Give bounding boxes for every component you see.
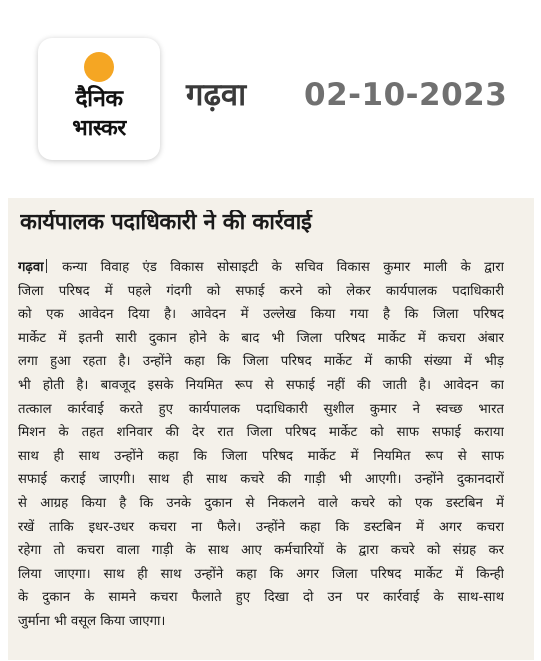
article-line: गढ़वा कन्या विवाह एंड विकास सोसाइटी के सचिव विकास कुमार माली के द्वारा [18, 260, 504, 275]
article-line: से आग्रह किया है कि उनके दुकान से निकलने वाले कचरे को एक डस्टबिन में [18, 495, 504, 511]
article-body [18, 256, 504, 634]
dateline: गढ़वा [18, 260, 44, 275]
logo-text-line2: भास्कर [72, 116, 126, 141]
article-line: रखें ताकि इधर-उधर कचरा ना फैले। उन्होंने कहा कि डस्टबिन में अगर कचरा [18, 519, 504, 535]
article-line: के दुकान के सामने कचरा फैलाते हुए दिखा दो उन पर कार्रवाई के साथ-साथ [18, 590, 504, 606]
article-headline: कार्यपालक पदाधिकारी ने की कार्रवाई [20, 210, 312, 235]
article-line: को एक आवेदन दिया है। आवेदन में उल्लेख किया गया है कि जिला परिषद [18, 307, 504, 323]
article-line: जिला परिषद में पहले गंदगी को सफाई करने को लेकर कार्यपालक पदाधिकारी [18, 283, 504, 299]
article-line: लिया जाएगा। साथ ही साथ उन्होंने कहा कि अगर जिला परिषद मार्केट में किन्ही [18, 566, 504, 582]
edition-city: गढ़वा [186, 77, 247, 113]
logo-text-line1: दैनिक [75, 86, 123, 112]
article-line: जुर्माना भी वसूल किया जाएगा। [18, 613, 166, 629]
news-clipping [8, 198, 534, 660]
article-line: मिशन के तहत शनिवार की देर रात जिला परिषद मार्केट को साफ सफाई कराया [18, 425, 504, 441]
article-line: सफाई कराई जाएगी। साथ ही साथ कचरे की गाड़ी भी आएगी। उन्होंने दुकानदारों [18, 472, 504, 488]
edition-date: 02-10-2023 [304, 77, 508, 113]
article-line: रहेगा तो कचरा वाला गाड़ी के साथ आए कर्मचारियों के द्वारा कचरे को संग्रह कर [18, 543, 504, 559]
article-line: लगा हुआ रहता है। उन्होंने कहा कि जिला परिषद मार्केट में काफी संख्या में भीड़ [18, 354, 504, 370]
dateline-divider [46, 259, 47, 273]
article-line: भी होती है। बावजूद इसके नियमित रूप से सफाई नहीं की जाती है। आवेदन का [18, 377, 504, 393]
article-line: तत्काल कार्रवाई करते हुए कार्यपालक पदाधिकारी सुशील कुमार ने स्वच्छ भारत [18, 401, 504, 417]
sun-icon [84, 52, 114, 82]
newspaper-logo [38, 38, 160, 160]
article-line: मार्केट में इतनी सारी दुकान होने के बाद भी जिला परिषद मार्केट में कचरा अंबार [18, 330, 504, 346]
article-line: साथ ही साथ उन्होंने कहा कि जिला परिषद मार्केट में नियमित रूप से साफ [18, 448, 504, 464]
